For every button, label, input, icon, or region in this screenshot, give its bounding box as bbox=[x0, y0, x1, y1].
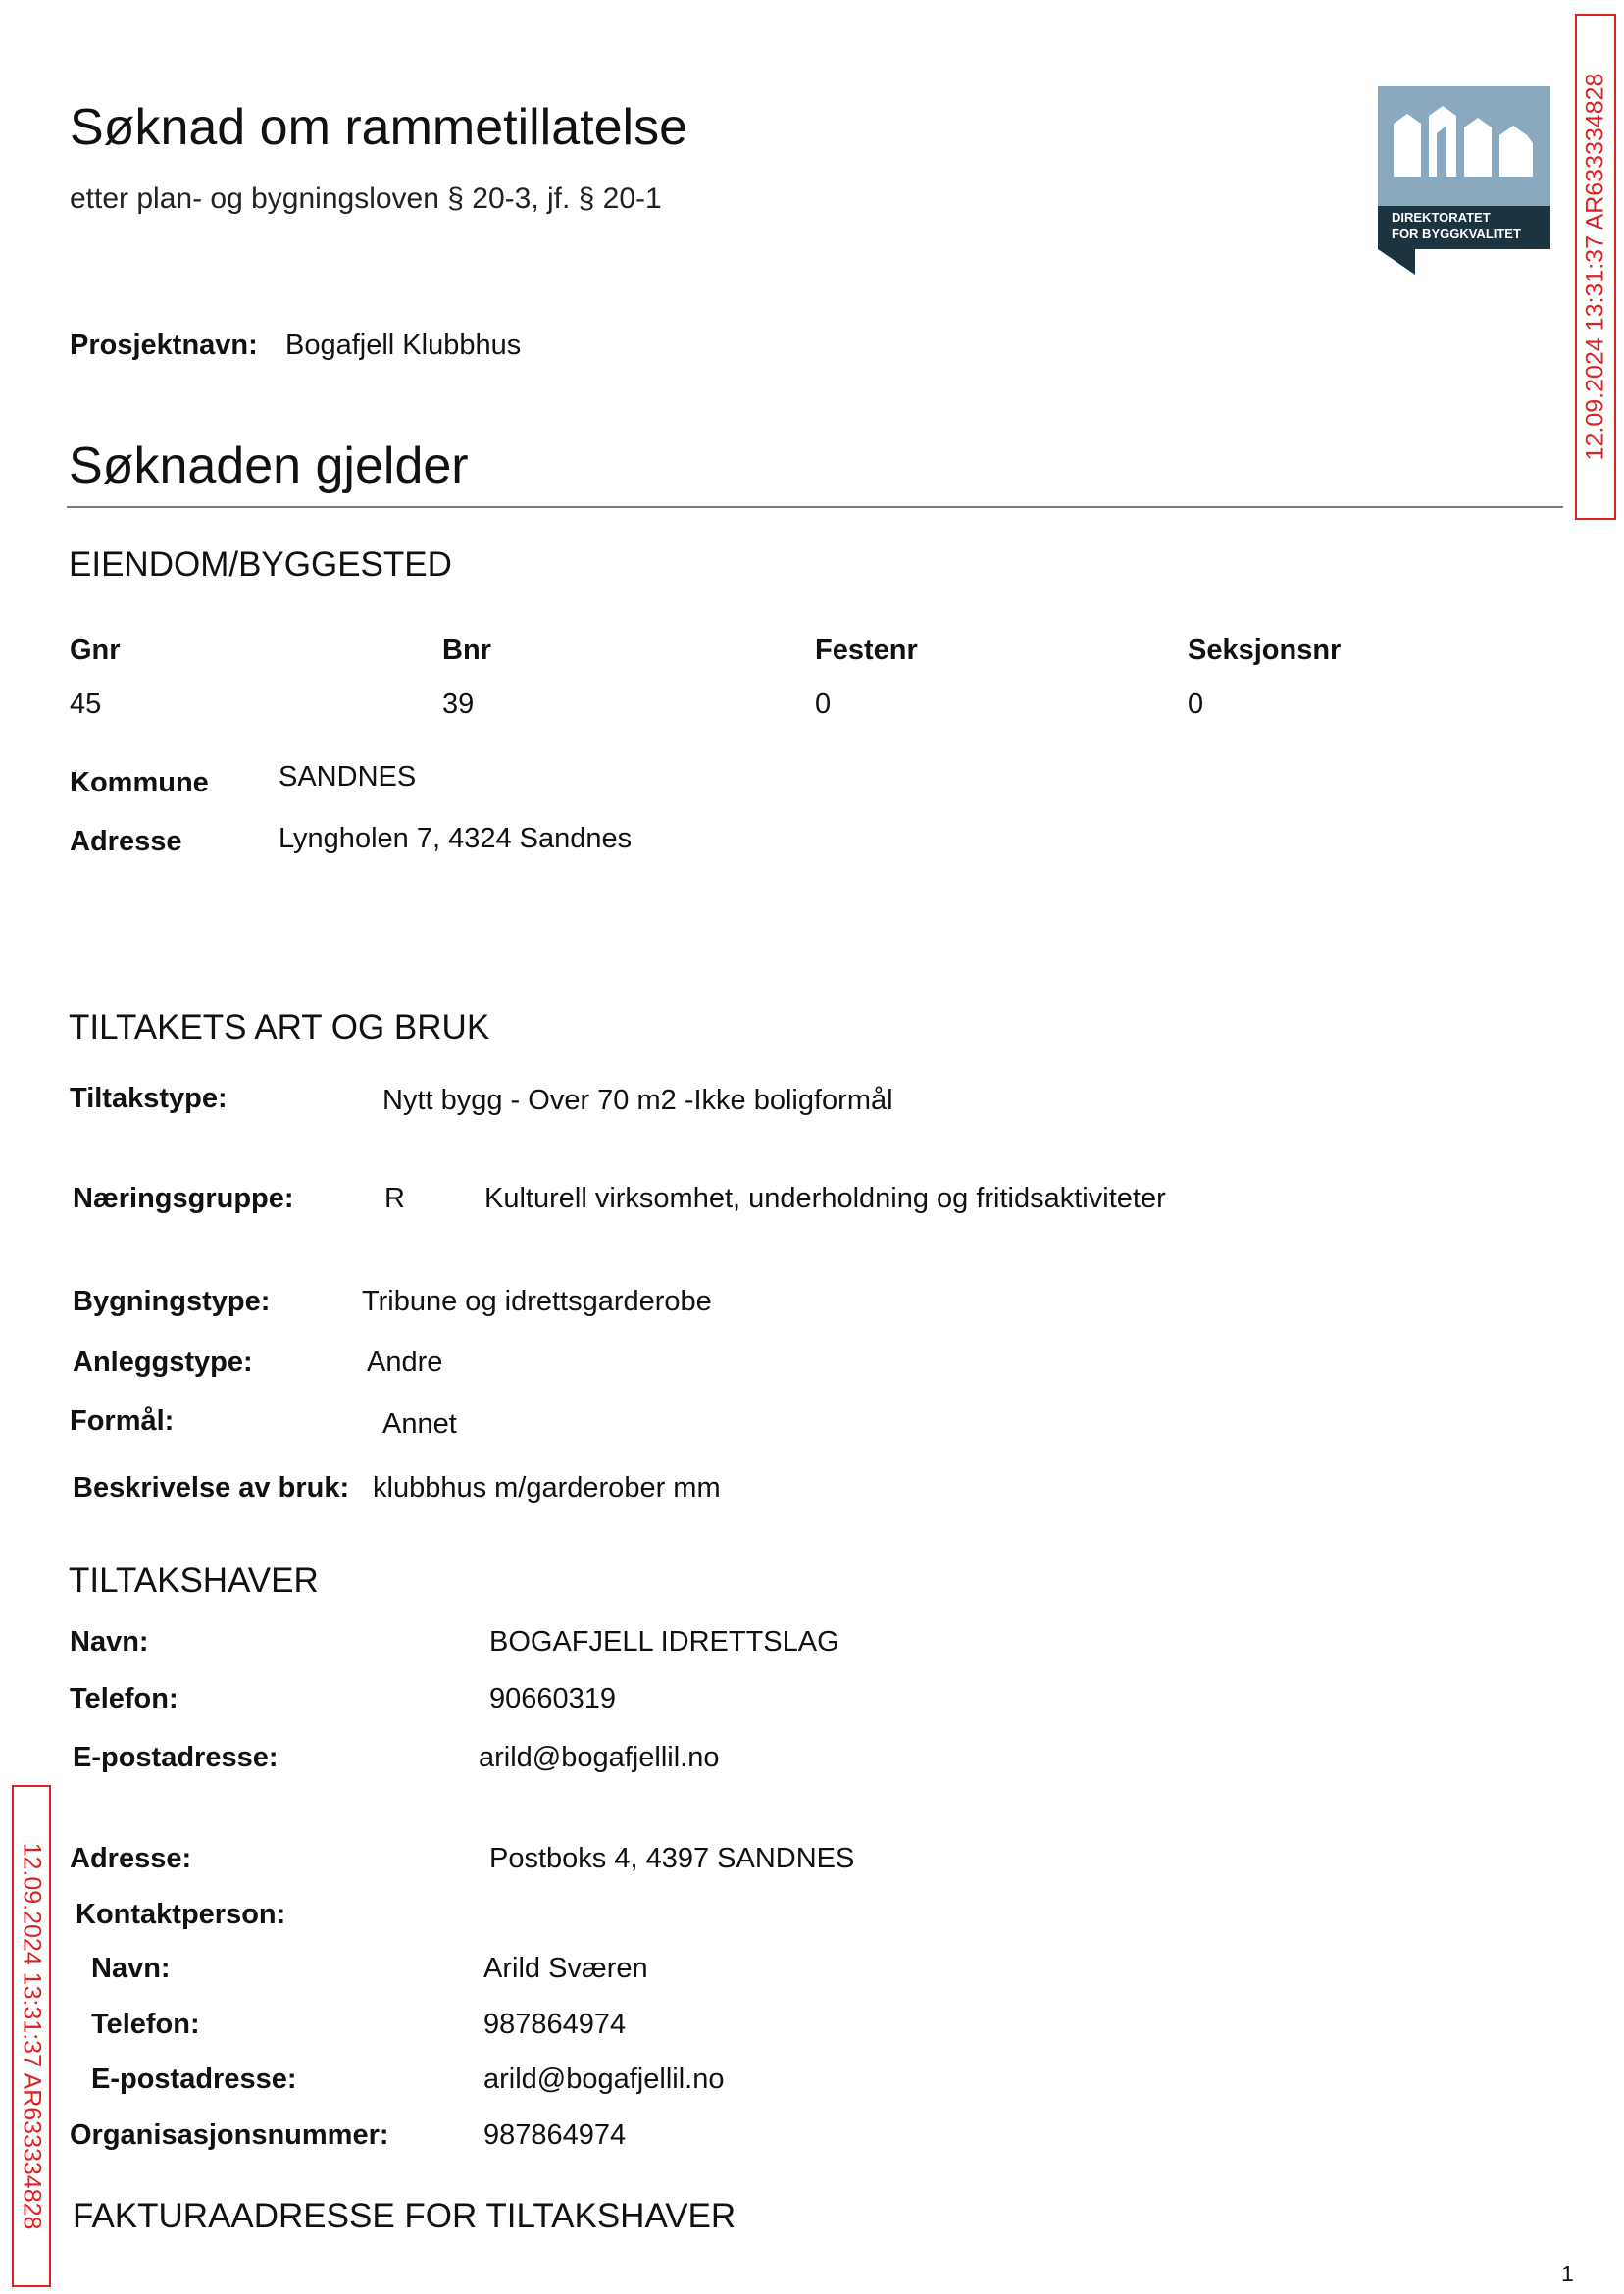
kp-epost-value: arild@bogafjellil.no bbox=[483, 2064, 725, 2095]
festenr-value: 0 bbox=[815, 688, 832, 720]
seksjonsnr-label: Seksjonsnr bbox=[1188, 635, 1342, 666]
stamp-side bbox=[12, 1785, 51, 2287]
section-title: Søknaden gjelder bbox=[69, 437, 469, 494]
seksjonsnr-value: 0 bbox=[1188, 688, 1204, 720]
kp-navn-value: Arild Sværen bbox=[483, 1953, 648, 1984]
kommune-label: Kommune bbox=[70, 767, 209, 798]
formal-label: Formål: bbox=[70, 1405, 175, 1437]
naeringsgruppe-code: R bbox=[384, 1183, 405, 1214]
logo-text-2: FOR BYGGKVALITET bbox=[1392, 227, 1521, 241]
section-divider bbox=[67, 506, 1563, 508]
bnr-value: 39 bbox=[442, 688, 475, 720]
th-adresse-value: Postboks 4, 4397 SANDNES bbox=[489, 1843, 855, 1874]
tiltakstype-label: Tiltakstype: bbox=[70, 1083, 228, 1114]
beskrivelse-value: klubbhus m/garderober mm bbox=[373, 1472, 721, 1504]
org-label: Organisasjonsnummer: bbox=[70, 2119, 389, 2151]
stamp-side-text: 12.09.2024 13:31:37 AR633334828 bbox=[18, 1842, 46, 2230]
page-title: Søknad om rammetillatelse bbox=[70, 99, 687, 156]
formal-value: Annet bbox=[382, 1408, 457, 1440]
dibk-logo-icon bbox=[1378, 86, 1550, 275]
stamp-top-text: 12.09.2024 13:31:37 AR633334828 bbox=[1581, 73, 1609, 461]
kp-telefon-value: 987864974 bbox=[483, 2009, 627, 2040]
th-telefon-label: Telefon: bbox=[70, 1683, 178, 1714]
project-label: Prosjektnavn: bbox=[70, 330, 258, 361]
beskrivelse-label: Beskrivelse av bruk: bbox=[73, 1472, 350, 1504]
tiltakstype-value: Nytt bygg - Over 70 m2 -Ikke boligformål bbox=[382, 1085, 893, 1116]
project-value: Bogafjell Klubbhus bbox=[285, 330, 522, 361]
anleggstype-label: Anleggstype: bbox=[73, 1347, 253, 1378]
kp-telefon-label: Telefon: bbox=[91, 2009, 200, 2040]
adresse-value: Lyngholen 7, 4324 Sandnes bbox=[279, 823, 633, 854]
eiendom-heading: EIENDOM/BYGGESTED bbox=[69, 545, 452, 584]
naeringsgruppe-value: Kulturell virksomhet, underholdning og fritidsaktiviteter bbox=[484, 1183, 1166, 1214]
kp-navn-label: Navn: bbox=[91, 1953, 171, 1984]
naeringsgruppe-label: Næringsgruppe: bbox=[73, 1183, 294, 1214]
kp-epost-label: E-postadresse: bbox=[91, 2064, 297, 2095]
page-subtitle: etter plan- og bygningsloven § 20-3, jf. § 20-1 bbox=[70, 182, 662, 215]
logo-text-1: DIREKTORATET bbox=[1392, 210, 1491, 225]
bnr-label: Bnr bbox=[442, 635, 491, 666]
th-navn-label: Navn: bbox=[70, 1626, 149, 1657]
stamp-top bbox=[1575, 14, 1616, 520]
org-value: 987864974 bbox=[483, 2119, 627, 2151]
tiltak-heading: TILTAKETS ART OG BRUK bbox=[69, 1008, 490, 1046]
page-number: 1 bbox=[1561, 2261, 1574, 2286]
bygningstype-label: Bygningstype: bbox=[73, 1286, 271, 1317]
dibk-logo bbox=[1378, 86, 1550, 275]
th-navn-value: BOGAFJELL IDRETTSLAG bbox=[489, 1626, 839, 1657]
th-telefon-value: 90660319 bbox=[489, 1683, 617, 1714]
faktura-heading: FAKTURAADRESSE FOR TILTAKSHAVER bbox=[73, 2197, 736, 2235]
bygningstype-value: Tribune og idrettsgarderobe bbox=[362, 1286, 712, 1317]
kommune-value: SANDNES bbox=[279, 761, 417, 792]
tiltakshaver-heading: TILTAKSHAVER bbox=[69, 1561, 319, 1600]
gnr-label: Gnr bbox=[70, 635, 121, 666]
gnr-value: 45 bbox=[70, 688, 102, 720]
kontaktperson-label: Kontaktperson: bbox=[76, 1899, 286, 1930]
festenr-label: Festenr bbox=[815, 635, 918, 666]
adresse-label: Adresse bbox=[70, 826, 182, 857]
th-epost-value: arild@bogafjellil.no bbox=[479, 1742, 720, 1773]
th-adresse-label: Adresse: bbox=[70, 1843, 192, 1874]
anleggstype-value: Andre bbox=[367, 1347, 443, 1378]
th-epost-label: E-postadresse: bbox=[73, 1742, 279, 1773]
